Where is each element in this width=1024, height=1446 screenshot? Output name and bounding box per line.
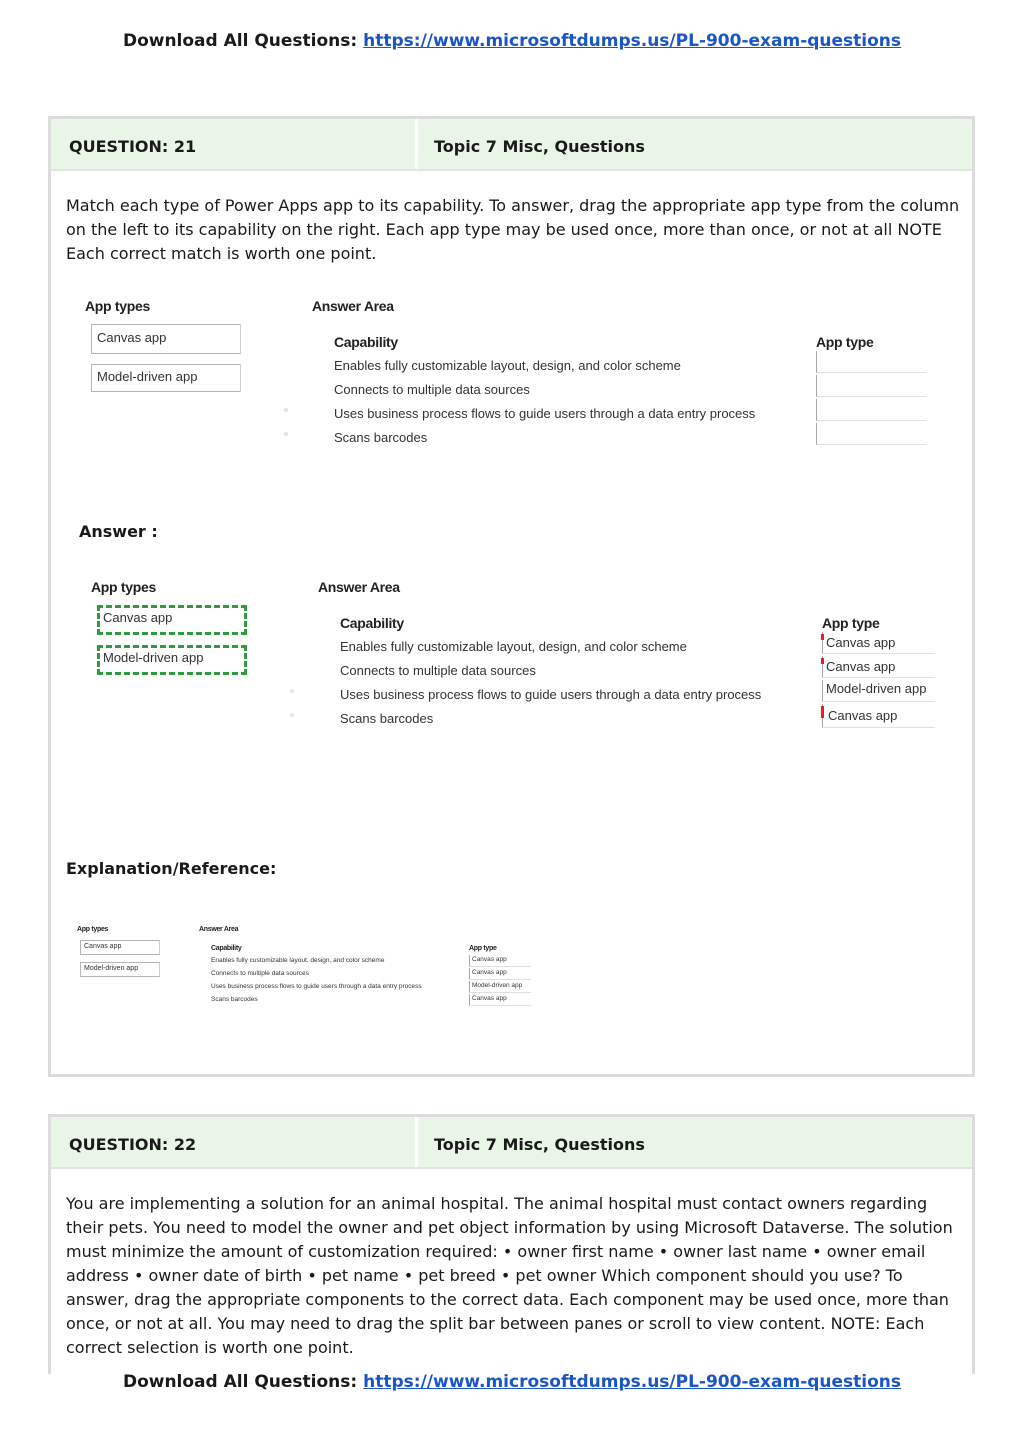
answer-value: Canvas app xyxy=(472,969,507,976)
app-type-tile[interactable] xyxy=(91,324,241,354)
app-type-label: Canvas app xyxy=(103,610,173,625)
app-type-tile xyxy=(80,940,160,955)
question-text: You are implementing a solution for an animal hospital. The animal hospital must contact owners regarding their pets. You need to model the owner and pet object information by using Microsoft Dataverse. The solution must minimize the amount of customization required: • owner first name • owner last name • owner email address • owner date of birth • pet name • pet breed • pet owner Which component should you use? To answer, drag the appropriate components to the correct data. Each component may be used once, more than once, or not at all. You may need to drag the split bar between panes or scroll to view content. NOTE: Each correct selection is worth one point. xyxy=(66,1194,953,1357)
app-type-column-title: App type xyxy=(816,334,874,350)
drop-target-slot[interactable] xyxy=(816,351,926,373)
answer-value: Canvas app xyxy=(828,708,898,723)
capability-title: Capability xyxy=(334,334,398,350)
capability-item: Uses business process flows to guide users through a data entry process xyxy=(340,687,762,702)
app-types-title: App types xyxy=(77,926,109,933)
answer-label: Answer : xyxy=(79,522,158,541)
grip-dot xyxy=(284,408,288,412)
drop-target-slot[interactable] xyxy=(816,399,926,421)
app-type-tile xyxy=(80,962,160,977)
capability-item: Enables fully customizable layout, design, and color scheme xyxy=(334,358,681,373)
red-marker xyxy=(821,658,824,664)
capability-item: Scans barcodes xyxy=(211,996,258,1003)
answer-value: Canvas app xyxy=(826,635,896,650)
answer-slot xyxy=(469,994,531,1006)
answer-area-title: Answer Area xyxy=(312,298,394,314)
answer-area-title: Answer Area xyxy=(199,926,239,933)
red-marker xyxy=(821,634,824,640)
app-type-tile[interactable] xyxy=(91,364,241,392)
question-card xyxy=(48,1114,975,1374)
question-header xyxy=(51,1117,972,1169)
app-type-label: Model-driven app xyxy=(84,965,139,972)
grip-dot xyxy=(290,689,294,693)
red-marker xyxy=(821,706,824,718)
download-bar-top xyxy=(0,31,1024,51)
capability-item: Scans barcodes xyxy=(340,711,434,726)
selected-outline xyxy=(97,605,247,635)
capability-item: Connects to multiple data sources xyxy=(211,970,309,977)
explanation-exhibit xyxy=(77,924,547,1019)
download-link[interactable]: https://www.microsoftdumps.us/PL-900-exam-questions xyxy=(363,1372,902,1392)
app-type-label: Model-driven app xyxy=(103,650,204,665)
grip-dot xyxy=(290,713,294,717)
question-topic: Topic 7 Misc, Questions xyxy=(434,1135,645,1154)
capability-item: Connects to multiple data sources xyxy=(334,382,530,397)
answer-value: Canvas app xyxy=(472,995,507,1002)
capability-item: Uses business process flows to guide users through a data entry process xyxy=(211,983,422,990)
answer-exhibit xyxy=(87,572,947,742)
answer-slot xyxy=(469,968,531,980)
question-exhibit xyxy=(81,291,941,461)
grip-dot xyxy=(284,432,288,436)
question-topic: Topic 7 Misc, Questions xyxy=(434,137,645,156)
answer-slot xyxy=(822,680,935,702)
question-text: Match each type of Power Apps app to its capability. To answer, drag the appropriate app type from the column on the left to its capability on the right. Each app type may be used once, more than once, or not at all NOTE Each correct match is worth one point. xyxy=(66,196,960,263)
capability-item: Uses business process flows to guide users through a data entry process xyxy=(334,406,756,421)
download-bar-bottom xyxy=(0,1372,1024,1392)
capability-title: Capability xyxy=(211,945,242,952)
drop-target-slot[interactable] xyxy=(816,375,926,397)
question-number: QUESTION: 22 xyxy=(51,1117,418,1167)
answer-slot xyxy=(822,656,935,678)
drop-target-slot[interactable] xyxy=(816,423,926,445)
answer-value: Canvas app xyxy=(826,659,896,674)
capability-item: Enables fully customizable layout, design, and color scheme xyxy=(340,639,687,654)
capability-title: Capability xyxy=(340,615,404,631)
app-type-column-title: App type xyxy=(469,945,497,952)
app-type-label: Canvas app xyxy=(97,330,167,345)
answer-value: Model-driven app xyxy=(826,681,927,696)
app-type-label: Canvas app xyxy=(84,943,122,950)
answer-value: Canvas app xyxy=(472,956,507,963)
app-types-title: App types xyxy=(91,579,156,595)
answer-value: Model-driven app xyxy=(472,982,523,989)
question-header xyxy=(51,119,972,171)
download-label: Download All Questions: xyxy=(122,31,358,51)
answer-slot xyxy=(822,632,935,654)
answer-slot xyxy=(469,955,531,967)
download-label: Download All Questions: xyxy=(122,1372,358,1392)
app-type-column-title: App type xyxy=(822,615,880,631)
capability-item: Connects to multiple data sources xyxy=(340,663,536,678)
answer-slot xyxy=(822,704,935,728)
answer-area-title: Answer Area xyxy=(318,579,400,595)
app-type-label: Model-driven app xyxy=(97,369,198,384)
capability-item: Enables fully customizable layout, design, and color scheme xyxy=(211,957,385,964)
explanation-label: Explanation/Reference: xyxy=(66,859,277,878)
question-number: QUESTION: 21 xyxy=(51,119,418,169)
question-card xyxy=(48,116,975,1077)
capability-item: Scans barcodes xyxy=(334,430,428,445)
app-types-title: App types xyxy=(85,298,150,314)
download-link[interactable]: https://www.microsoftdumps.us/PL-900-exam-questions xyxy=(363,31,902,51)
selected-outline xyxy=(97,645,247,675)
answer-slot xyxy=(469,981,531,993)
